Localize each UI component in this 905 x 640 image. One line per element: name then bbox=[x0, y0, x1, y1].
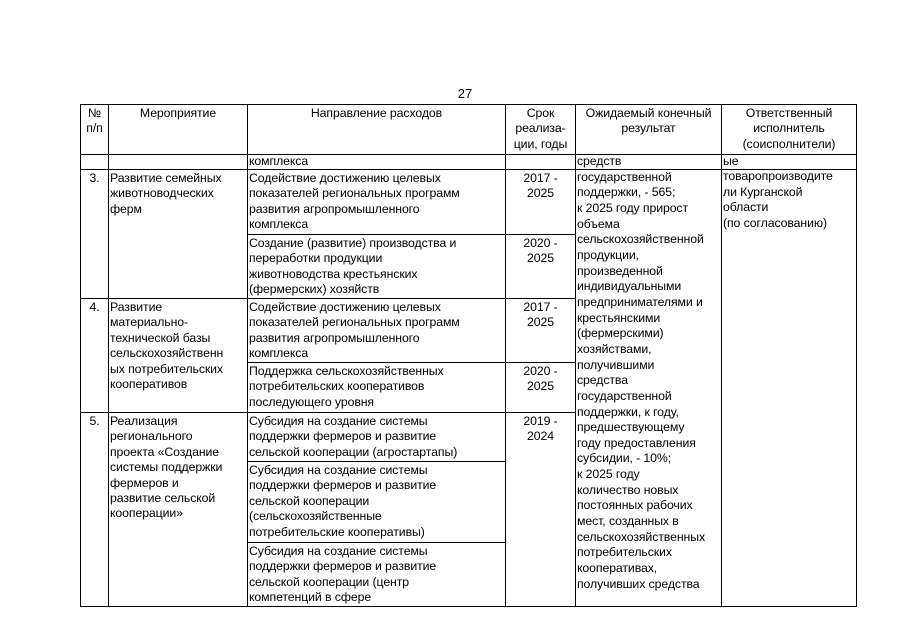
row-3-event: Развитие семейных животноводческих ферм bbox=[110, 171, 222, 216]
row-4-term-1: 2017 - 2025 bbox=[523, 300, 558, 330]
row-5-event: Реализация регионального проекта «Создание системы поддержки фермеров и развитие сельской кооперации» bbox=[110, 414, 223, 521]
row-5-direction-1: Субсидия на создание системы поддержки фермеров и развитие сельской кооперации (агростартапы) bbox=[249, 414, 458, 459]
executor-text: ые товаропроизводите ли Курганской области (по согласованию) bbox=[723, 154, 833, 230]
continuation-direction: комплекса bbox=[249, 154, 309, 168]
row-3-direction-1: Содействие достижению целевых показателей региональных программ развития агропромышленного комплекса bbox=[249, 171, 460, 232]
header-num: № п/п bbox=[86, 106, 103, 136]
page-number: 27 bbox=[457, 86, 473, 101]
row-5-term: 2019 - 2024 bbox=[523, 414, 558, 444]
header-event: Мероприятие bbox=[139, 106, 217, 120]
result-text: средств государственной поддержки, - 565; к 2025 году прирост объема сельскохозяйственной продукции, произведенной индивидуальными предпринимателями и крестьянскими (фермерскими) хозяйствами, получившими средства государственной поддержки, к году, предшествующему году предоставления субсидии, - 10%; к 2025 году количество новых постоянных рабочих мест, созданных в сельскохозяйственных потребительских кооперативах, получивших средства bbox=[577, 154, 705, 591]
row-5-direction-2: Субсидия на создание системы поддержки фермеров и развитие сельской кооперации (сельскохозяйственные потребительские кооперативы) bbox=[249, 463, 437, 539]
row-4-direction-2: Поддержка сельскохозяйственных потребительских кооперативов последующего уровня bbox=[249, 364, 444, 409]
row-3-num: 3. bbox=[89, 171, 100, 185]
header-executor: Ответственный исполнитель (соисполнители) bbox=[742, 106, 836, 151]
row-4-term-2: 2020 - 2025 bbox=[523, 364, 558, 394]
row-5-num: 5. bbox=[89, 414, 100, 428]
row-3-term-1: 2017 - 2025 bbox=[523, 171, 558, 201]
header-term: Срок реализа- ции, годы bbox=[513, 106, 568, 151]
row-4-event: Развитие материально- технической базы сельскохозяйственн ых потребительских кооперативов bbox=[110, 300, 224, 392]
row-4-num: 4. bbox=[89, 300, 100, 314]
row-4-direction-1: Содействие достижению целевых показателей региональных программ развития агропромышленного комплекса bbox=[249, 300, 460, 361]
row-3-direction-2: Создание (развитие) производства и переработки продукции животноводства крестьянских (фермерских) хозяйств bbox=[249, 236, 457, 297]
header-result: Ожидаемый конечный результат bbox=[585, 106, 712, 136]
row-3-term-2: 2020 - 2025 bbox=[523, 236, 558, 266]
header-direction: Направление расходов bbox=[310, 106, 443, 120]
row-5-direction-3: Субсидия на создание системы поддержки фермеров и развитие сельской кооперации (центр компетенций в сфере bbox=[249, 544, 437, 605]
